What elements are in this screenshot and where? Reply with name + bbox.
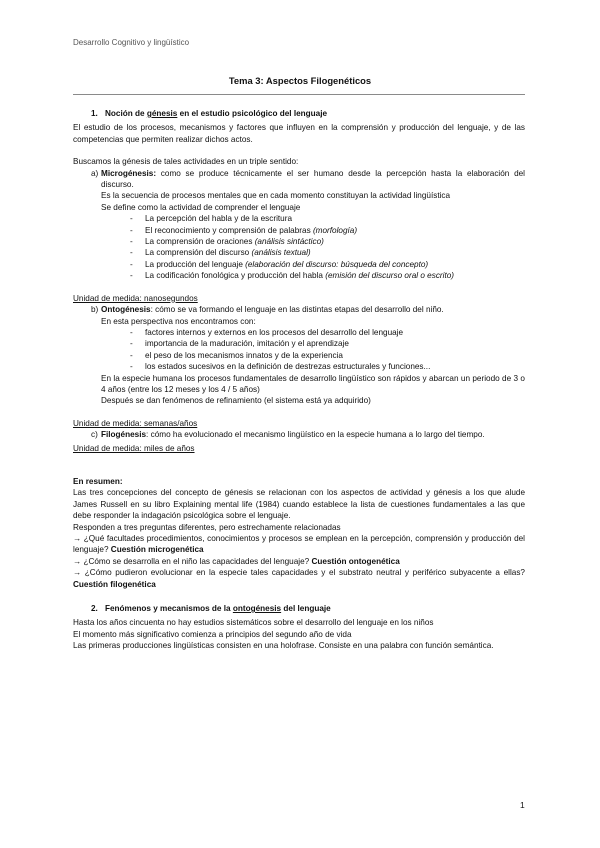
microgenesis-para-3: Se define como la actividad de comprender el lenguaje xyxy=(101,202,301,212)
section-1-triple: Buscamos la génesis de tales actividades en un triple sentido: xyxy=(73,157,299,167)
ontogenesis-term: Ontogénesis xyxy=(101,305,151,315)
phylogenesis-term: Filogénesis xyxy=(101,430,147,440)
ontogenesis-para-4: Después se dan fenómenos de refinamiento (el sistema está ya adquirido) xyxy=(101,396,371,406)
ontogenesis-list-item: - factores internos y externos en los procesos del desarrollo del lenguaje xyxy=(130,327,404,337)
phylogenesis-item xyxy=(73,429,525,440)
ontogenesis-list-item: - los estados sucesivos en la definición de destrezas estructurales y funciones... xyxy=(130,362,431,372)
microgenesis-list-item: - La comprensión de oraciones (análisis sintáctico) xyxy=(130,237,324,247)
microgenesis-list-item: - La percepción del habla y de la escritura xyxy=(130,214,293,224)
microgenesis-list-item: - La codificación fonológica y producción del habla (emisión del discurso oral o escrito) xyxy=(130,271,455,281)
running-header: Desarrollo Cognitivo y lingüístico xyxy=(73,38,190,47)
microgenesis-term: Microgénesis: xyxy=(101,168,157,178)
ontogenesis-list-item: - el peso de los mecanismos innatos y de la experiencia xyxy=(130,350,343,360)
ontogenesis-list-item: - importancia de la maduración, imitación y el aprendizaje xyxy=(130,339,349,349)
microgenesis-list-item: - La producción del lenguaje (elaboración del discurso: búsqueda del concepto) xyxy=(130,259,429,269)
summary-heading: En resumen: xyxy=(73,476,123,486)
section-1-heading xyxy=(73,108,525,119)
section-2-number: 2. xyxy=(91,604,98,614)
section-2-line: Hasta los años cincuenta no hay estudios sistemáticos sobre el desarrollo del lenguaje en los niños xyxy=(73,618,434,628)
section-1-heading-term: génesis xyxy=(146,109,178,118)
microgenesis-label: a) xyxy=(91,168,99,178)
phylogenesis-text: : cómo ha evolucionado el mecanismo lingüístico en la especie humana a lo largo del tiempo. xyxy=(146,430,485,440)
document-body xyxy=(73,106,525,652)
microgenesis-list-item: - El reconocimiento y comprensión de palabras (morfología) xyxy=(130,225,358,235)
summary-question-1: → ¿Qué facultades procedimientos, conocimientos y procesos se emplean en la percepción, comprensión y producción del lenguaje? Cuestión microgenética xyxy=(73,534,525,555)
page-number: 1 xyxy=(520,800,525,810)
section-2-heading-post: del lenguaje xyxy=(281,604,331,614)
section-1-heading-post: en el estudio psicológico del lenguaje xyxy=(177,109,328,118)
ontogenesis-para-3: En la especie humana los procesos fundamentales de desarrollo lingüístico son rápidos y abarcan un periodo de 3 o 4 años (entre los 12 meses y los 4 / 5 años) xyxy=(101,373,525,394)
phylogenesis-unit: Unidad de medida: miles de años xyxy=(73,443,195,453)
section-1-number: 1. xyxy=(91,109,98,118)
title-divider xyxy=(73,94,525,95)
summary-question-2: → ¿Cómo se desarrolla en el niño las capacidades del lenguaje? Cuestión ontogenética xyxy=(73,556,400,566)
summary-line: Responden a tres preguntas diferentes, pero estrechamente relacionadas xyxy=(73,522,341,532)
microgenesis-text: como se produce técnicamente el ser humano desde la percepción hasta la elaboración del discurso. xyxy=(101,168,525,190)
section-1-heading-pre: Noción de xyxy=(105,109,147,118)
section-2-line: El momento más significativo comienza a principios del segundo año de vida xyxy=(73,629,352,639)
microgenesis-para-2: Es la secuencia de procesos mentales que en cada momento constituyan la actividad lingüística xyxy=(101,191,451,201)
section-1-intro: El estudio de los procesos, mecanismos y factores que influyen en la comprensión y producción del lenguaje, y de las competencias que permiten realizar dichos actos. xyxy=(73,123,525,144)
ontogenesis-text: : cómo se va formando el lenguaje en las distintas etapas del desarrollo del niño. xyxy=(150,305,444,315)
section-2-heading-pre: Fenómenos y mecanismos de la xyxy=(105,604,233,614)
section-2-heading-term: ontogénesis xyxy=(232,604,282,614)
summary-question-3: → ¿Cómo pudieron evolucionar en la especie tales capacidades y el substrato neutral y periférico subyacente a ellas? Cuestión filogenética xyxy=(73,568,525,589)
section-2-heading xyxy=(73,603,525,614)
ontogenesis-unit: Unidad de medida: semanas/años xyxy=(73,418,198,428)
microgenesis-list-item: - La comprensión del discurso (análisis textual) xyxy=(130,248,311,258)
microgenesis-item xyxy=(73,168,525,191)
ontogenesis-item xyxy=(73,304,525,315)
ontogenesis-para-2: En esta perspectiva nos encontramos con: xyxy=(101,316,256,326)
microgenesis-unit: Unidad de medida: nanosegundos xyxy=(73,293,198,303)
phylogenesis-label: c) xyxy=(91,430,98,440)
ontogenesis-label: b) xyxy=(91,305,99,315)
document-title: Tema 3: Aspectos Filogenéticos xyxy=(228,75,372,86)
summary-paragraph: Las tres concepciones del concepto de génesis se relacionan con los aspectos de actividad y génesis a los que alude James Russell en su libro Explaining mental life (1984) cuando establece la lista de cuestiones fundamentales a las que debe responder la indagación psicológica sobre el lenguaje. xyxy=(73,488,525,521)
section-2-line: Las primeras producciones lingüísticas consisten en una holofrase. Consiste en una palabra con función semántica. xyxy=(73,641,494,651)
